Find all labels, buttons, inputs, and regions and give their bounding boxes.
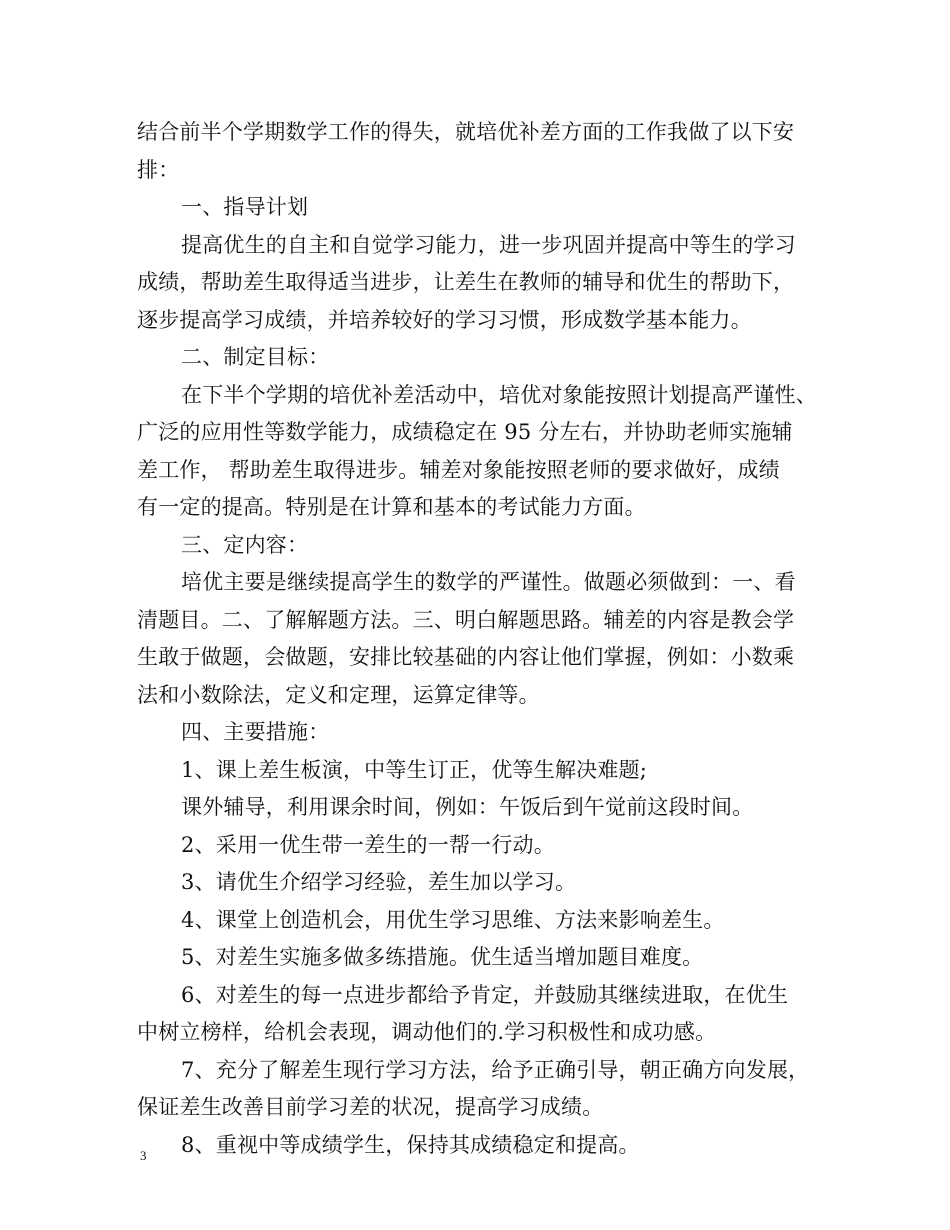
list-item: 5、对差生实施多做多练措施。优生适当增加题目难度。	[181, 945, 704, 969]
text-line: 广泛的应用性等数学能力，成绩稳定在 95 分左右，并协助老师实施辅	[137, 420, 793, 444]
text-line: 结合前半个学期数学工作的得失，就培优补差方面的工作我做了以下安	[137, 120, 795, 144]
list-item: 3、请优生介绍学习经验，差生加以学习。	[181, 870, 577, 894]
list-item: 4、课堂上创造机会，用优生学习思维、方法来影响差生。	[181, 907, 725, 932]
section-heading: 一、指导计划	[181, 195, 309, 219]
text-line: 差工作， 帮助差生取得进步。辅差对象能按照老师的要求做好，成绩	[137, 457, 780, 482]
text-line: 排：	[137, 157, 180, 182]
section-heading: 三、定内容：	[181, 532, 309, 557]
list-item: 6、对差生的每一点进步都给予肯定，并鼓励其继续进取，在优生	[181, 982, 789, 1007]
document-body	[137, 114, 827, 1164]
section-heading: 二、制定目标：	[181, 345, 330, 369]
text-line: 中树立榜样，给机会表现，调动他们的.学习积极性和成功感。	[137, 1020, 717, 1044]
text-line: 保证差生改善目前学习差的状况，提高学习成绩。	[137, 1095, 604, 1119]
text-line: 法和小数除法，定义和定理，运算定律等。	[137, 682, 540, 707]
text-line: 在下半个学期的培优补差活动中，培优对象能按照计划提高严谨性、	[181, 382, 817, 407]
text-line: 课外辅导，利用课余时间，例如：午饭后到午觉前这段时间。	[181, 795, 754, 819]
text-line: 清题目。二、了解解题方法。三、明白解题思路。辅差的内容是教会学	[137, 607, 795, 632]
text-line: 有一定的提高。特别是在计算和基本的考试能力方面。	[137, 495, 646, 519]
list-item: 7、充分了解差生现行学习方法，给予正确引导，朝正确方向发展，	[181, 1057, 810, 1082]
text-line: 生敢于做题，会做题，安排比较基础的内容让他们掌握，例如：小数乘	[137, 645, 795, 669]
list-item: 2、采用一优生带一差生的一帮一行动。	[181, 832, 555, 857]
section-heading: 四、主要措施：	[181, 720, 330, 744]
page-number: 3	[140, 1148, 147, 1163]
list-item: 8、重视中等成绩学生，保持其成绩稳定和提高。	[181, 1132, 640, 1157]
list-item: 1、课上差生板演，中等生订正，优等生解决难题;	[181, 757, 648, 782]
text-line: 成绩，帮助差生取得适当进步，让差生在教师的辅导和优生的帮助下，	[137, 270, 795, 294]
text-line: 逐步提高学习成绩，并培养较好的学习习惯，形成数学基本能力。	[137, 307, 752, 332]
text-line: 提高优生的自主和自觉学习能力，进一步巩固并提高中等生的学习	[181, 232, 796, 257]
text-line: 培优主要是继续提高学生的数学的严谨性。做题必须做到：一、看	[181, 570, 796, 594]
